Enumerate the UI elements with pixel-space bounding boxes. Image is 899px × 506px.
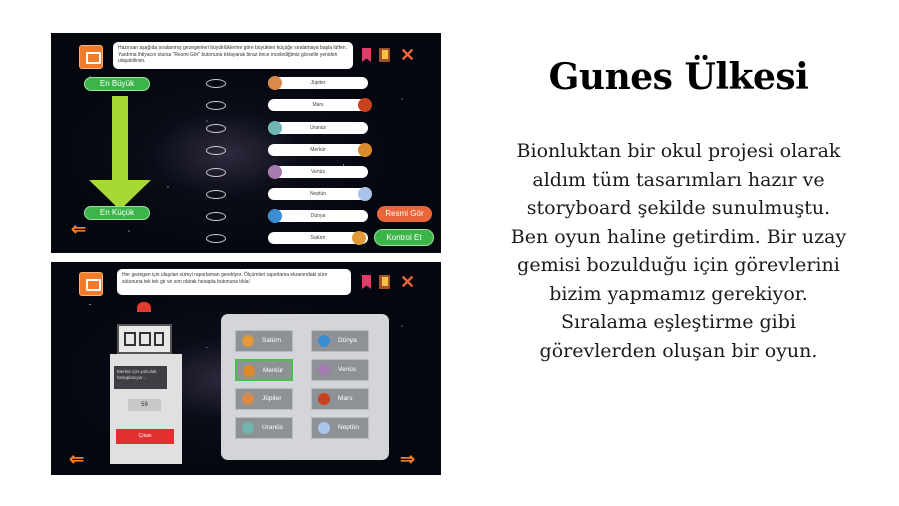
- planet-icon: [358, 143, 372, 157]
- drop-slot[interactable]: [206, 168, 226, 177]
- planet-choice-button[interactable]: [311, 417, 369, 439]
- planet-icon: [268, 76, 282, 90]
- planet-icon: [318, 422, 330, 434]
- smallest-label: En Küçük: [84, 206, 150, 220]
- planet-choice-button[interactable]: [311, 388, 369, 410]
- planet-icon: [358, 187, 372, 201]
- planet-choice-button[interactable]: [235, 359, 293, 381]
- alarm-light-icon: [137, 302, 151, 312]
- largest-label: En Büyük: [84, 77, 150, 91]
- instruction-bubble: Her gezegen için ulaşılan süreyi raporlaman gerekiyor. Ölçümleri raporlama ekranındaki süre sütununa tek tek gir ve son olarak hesapla butonuna tıkla!: [117, 269, 351, 295]
- planet-choice-button[interactable]: [235, 388, 293, 410]
- planet-choice-label: Merkür: [263, 367, 284, 374]
- planet-choice-button[interactable]: [311, 359, 369, 381]
- bookmark-icon[interactable]: [362, 275, 371, 289]
- forward-arrow-icon[interactable]: ⇒: [400, 449, 416, 469]
- instruction-bubble: Hazırsan aşağıda sıralanmış gezegenleri büyüklüklerine göre büyükten küçüğe sıralamaya başla lütfen. Yardıma ihtiyacın olursa "Resmi Gör" butonuna tıklayarak biraz önce incelediğimiz görselle yeniden ulaşabilirsin.: [113, 42, 353, 69]
- planet-card[interactable]: [268, 99, 368, 111]
- drop-slot[interactable]: [206, 101, 226, 110]
- planet-choice-label: Venüs: [338, 366, 357, 373]
- planet-icon: [268, 165, 282, 179]
- project-description: Bionluktan bir okul projesi olarak aldım tüm tasarımları hazır ve storyboard şekilde sunulmuştu. Ben oyun haline getirdim. Bir uzay gemisi bozulduğu için görevlerini bizim yapmamız gerekiyor. Sıralama eşleştirme gibi görevlerden oluşan bir oyun.: [510, 140, 847, 362]
- machine-button[interactable]: Çıkan: [116, 429, 174, 444]
- planet-card[interactable]: [268, 210, 368, 222]
- planet-card[interactable]: [268, 166, 368, 178]
- choice-panel: [221, 314, 389, 460]
- planet-choice-button[interactable]: [311, 330, 369, 352]
- planet-choice-label: Jüpiter: [262, 395, 282, 402]
- planet-card-label: Uranüs: [309, 125, 327, 131]
- planet-icon: [242, 335, 254, 347]
- planet-icon: [243, 365, 255, 377]
- close-icon[interactable]: ✕: [400, 272, 416, 292]
- planet-card-label: Merkür: [310, 147, 326, 153]
- planet-choice-label: Dünya: [338, 337, 357, 344]
- planet-card[interactable]: [268, 144, 368, 156]
- check-button[interactable]: Kontrol Et: [374, 229, 434, 246]
- planet-icon: [318, 393, 330, 405]
- notebook-icon[interactable]: [379, 275, 390, 289]
- planet-card[interactable]: [268, 188, 368, 200]
- planet-choice-label: Mars: [338, 395, 353, 402]
- planet-icon: [242, 422, 254, 434]
- machine-screen: Merkür için yolculuk hesaplanıyor...: [114, 366, 167, 389]
- planet-choice-label: Satürn: [262, 337, 282, 344]
- planet-icon: [242, 393, 254, 405]
- machine-value: 58: [128, 399, 161, 411]
- planet-choice-button[interactable]: [235, 417, 293, 439]
- drop-slot[interactable]: [206, 124, 226, 133]
- planet-card[interactable]: [268, 122, 368, 134]
- presentation-icon: [79, 45, 103, 69]
- planet-card-label: Neptün: [309, 191, 327, 197]
- back-arrow-icon[interactable]: ⇐: [69, 449, 85, 469]
- view-image-button[interactable]: Resmi Gör: [377, 206, 432, 222]
- planet-icon: [358, 98, 372, 112]
- drop-slot[interactable]: [206, 212, 226, 221]
- bookmark-icon[interactable]: [362, 48, 371, 62]
- planet-card-label: Dünya: [310, 213, 326, 219]
- planet-choice-label: Neptün: [338, 424, 359, 431]
- planet-icon: [318, 364, 330, 376]
- planet-card-label: Venüs: [311, 169, 325, 175]
- drop-slot[interactable]: [206, 190, 226, 199]
- planet-card-label: Jüpiter: [310, 80, 326, 86]
- drop-slot[interactable]: [206, 146, 226, 155]
- planet-card[interactable]: [268, 232, 368, 244]
- machine-body: [110, 354, 182, 464]
- planet-card[interactable]: [268, 77, 368, 89]
- planet-card-label: Satürn: [310, 235, 326, 241]
- game-screenshot-ordering: [51, 33, 441, 253]
- drop-slot[interactable]: [206, 79, 226, 88]
- close-icon[interactable]: ✕: [400, 45, 416, 65]
- page-title: Gunes Ülkesi: [548, 56, 809, 98]
- notebook-icon[interactable]: [379, 48, 390, 62]
- planet-card-label: Mars: [312, 102, 324, 108]
- planet-icon: [268, 209, 282, 223]
- planet-icon: [318, 335, 330, 347]
- planet-choice-button[interactable]: [235, 330, 293, 352]
- down-arrow-icon: [112, 96, 128, 182]
- game-screenshot-matching: [51, 262, 441, 475]
- planet-icon: [268, 121, 282, 135]
- machine-head: [117, 324, 172, 354]
- back-arrow-icon[interactable]: ⇐: [71, 219, 87, 239]
- drop-slot[interactable]: [206, 234, 226, 243]
- planet-choice-label: Uranüs: [262, 424, 283, 431]
- presentation-icon: [79, 272, 103, 296]
- planet-icon: [352, 231, 366, 245]
